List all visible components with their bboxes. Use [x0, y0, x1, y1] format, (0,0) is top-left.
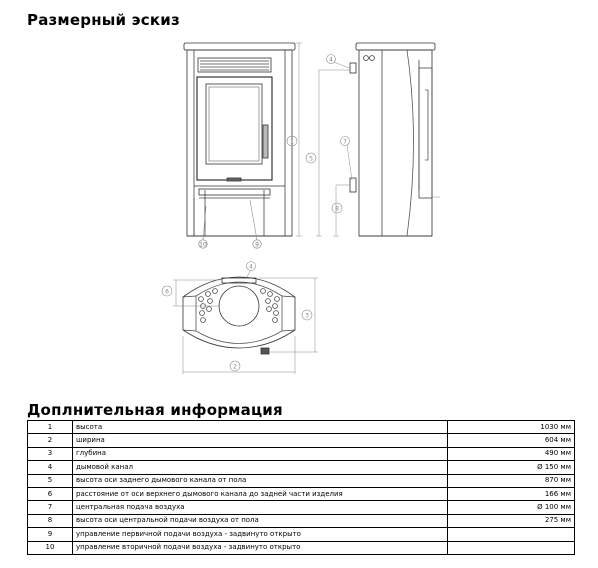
row-description: управление вторичной подачи воздуха - задвинуто открыто — [73, 541, 448, 554]
table-row — [28, 434, 575, 447]
row-number: 5 — [28, 474, 73, 487]
row-value: Ø 100 мм — [448, 501, 575, 514]
row-description: высота оси заднего дымового канала от пола — [73, 474, 448, 487]
callout-1: 1 — [290, 138, 294, 146]
row-value: 166 мм — [448, 487, 575, 500]
row-number: 6 — [28, 487, 73, 500]
callout-4-side: 4 — [329, 56, 333, 64]
row-description: дымовой канал — [73, 461, 448, 474]
side-view — [306, 43, 440, 236]
table-row — [28, 421, 575, 434]
row-value — [448, 528, 575, 541]
row-value: 604 мм — [448, 434, 575, 447]
row-value — [448, 541, 575, 554]
table-row — [28, 474, 575, 487]
callout-5: 5 — [309, 155, 313, 163]
front-view — [184, 43, 302, 249]
row-value: 1030 мм — [448, 421, 575, 434]
callout-10: 10 — [199, 241, 207, 249]
callout-6: 6 — [165, 288, 169, 296]
table-row — [28, 501, 575, 514]
section-title-sketch: Размерный эскиз — [27, 11, 180, 29]
row-description: глубина — [73, 447, 448, 460]
row-number: 4 — [28, 461, 73, 474]
table-row — [28, 447, 575, 460]
table-row — [28, 461, 575, 474]
row-number: 3 — [28, 447, 73, 460]
table-row — [28, 541, 575, 554]
row-number: 9 — [28, 528, 73, 541]
row-description: расстояние от оси верхнего дымового канала до задней части изделия — [73, 487, 448, 500]
callout-7: 7 — [343, 138, 347, 146]
table-row — [28, 528, 575, 541]
callout-9: 9 — [255, 241, 259, 249]
callout-8: 8 — [335, 205, 339, 213]
section-title-info: Доплнительная информация — [27, 401, 283, 419]
row-value: 275 мм — [448, 514, 575, 527]
row-value: Ø 150 мм — [448, 461, 575, 474]
callout-2: 2 — [233, 363, 237, 371]
row-number: 2 — [28, 434, 73, 447]
row-value: 870 мм — [448, 474, 575, 487]
row-description: управление первичной подачи воздуха - задвинуто открыто — [73, 528, 448, 541]
row-description: ширина — [73, 434, 448, 447]
top-view — [162, 262, 318, 375]
callout-4-top: 4 — [249, 263, 253, 271]
row-number: 10 — [28, 541, 73, 554]
callout-3: 3 — [305, 312, 309, 320]
spec-table — [27, 420, 575, 555]
table-row — [28, 514, 575, 527]
row-description: высота оси центральной подачи воздуха от пола — [73, 514, 448, 527]
row-number: 8 — [28, 514, 73, 527]
table-row — [28, 487, 575, 500]
row-value: 490 мм — [448, 447, 575, 460]
row-number: 7 — [28, 501, 73, 514]
row-description: высота — [73, 421, 448, 434]
row-description: центральная подача воздуха — [73, 501, 448, 514]
row-number: 1 — [28, 421, 73, 434]
